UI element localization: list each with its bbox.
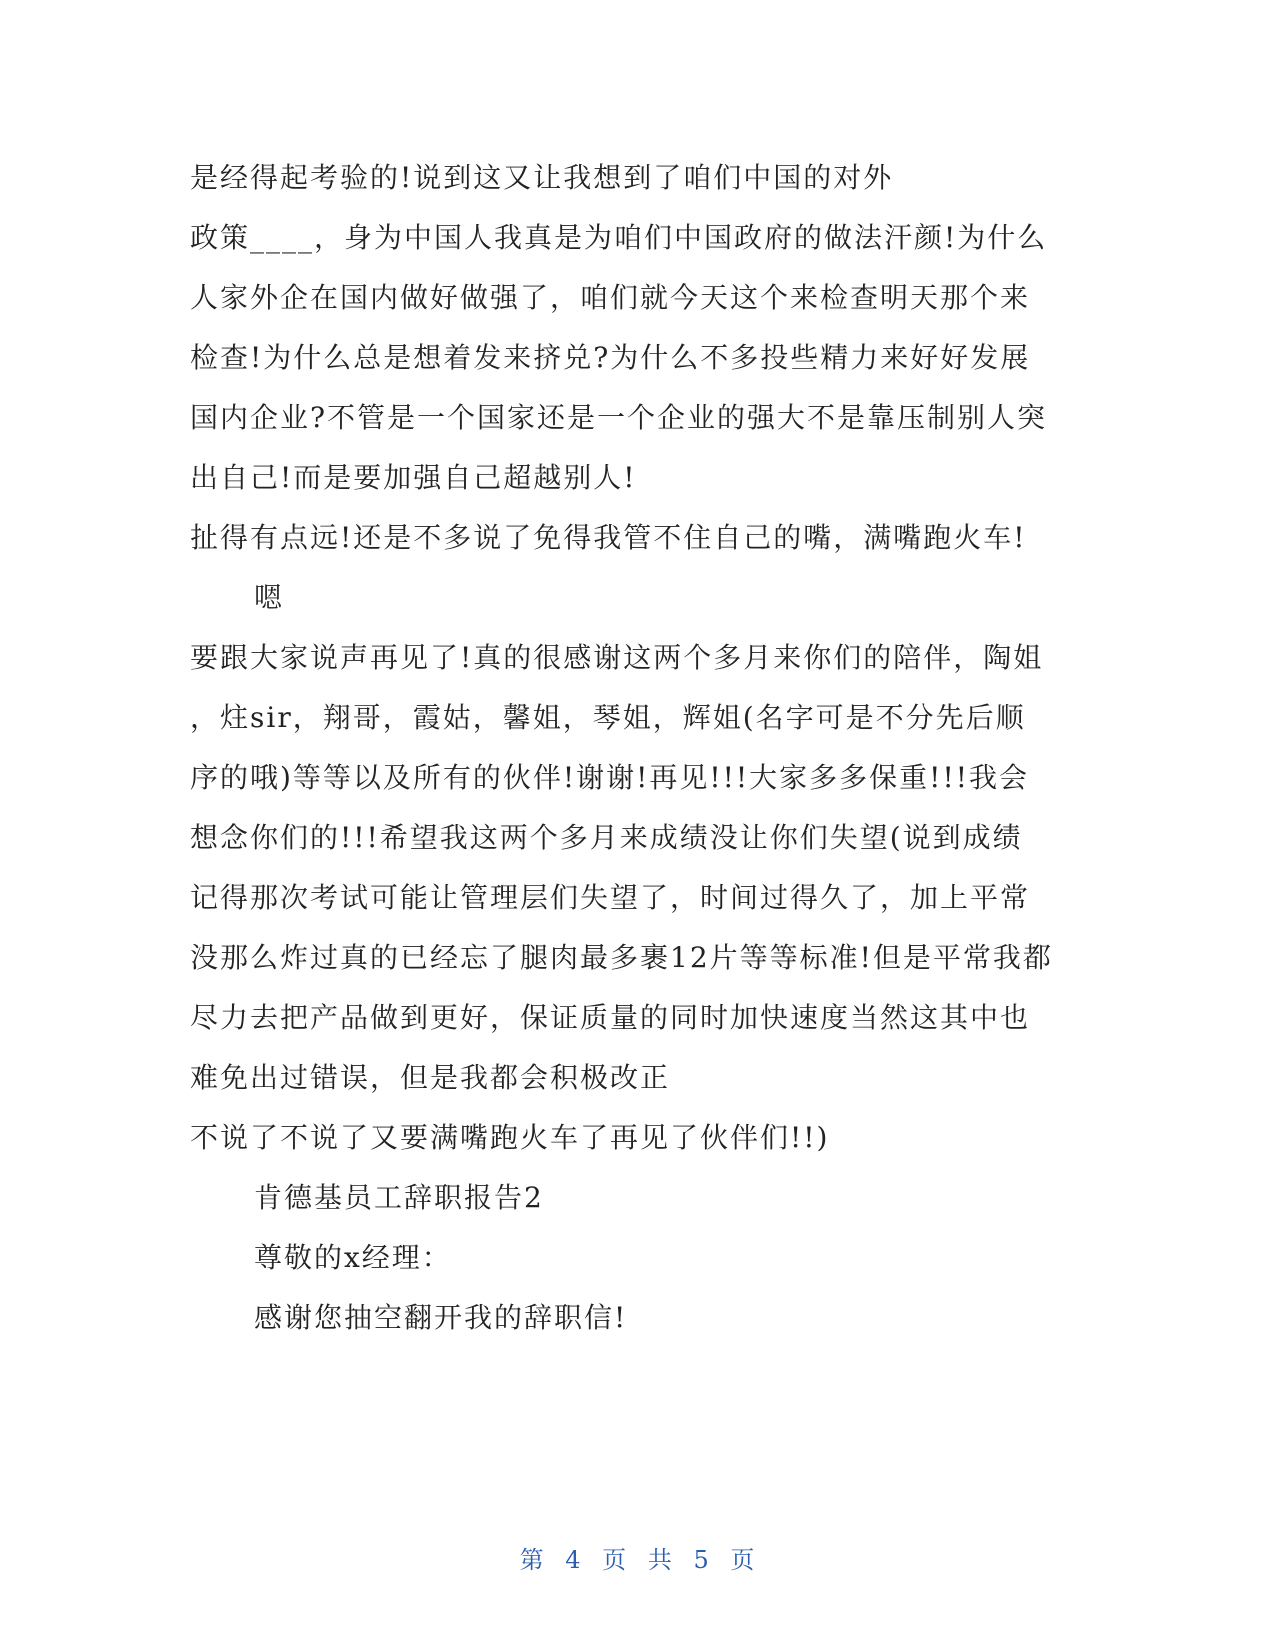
section-title: 肯德基员工辞职报告2: [254, 1181, 544, 1214]
paragraph-line: 序的哦)等等以及所有的伙伴!谢谢!再见!!!大家多多保重!!!我会: [190, 761, 1029, 794]
paragraph-line: 出自己!而是要加强自己超越别人!: [190, 461, 637, 494]
paragraph-line: 人家外企在国内做好做强了，咱们就今天这个来检查明天那个来: [190, 281, 1031, 314]
paragraph-line: 想念你们的!!!希望我这两个多月来成绩没让你们失望(说到成绩: [190, 821, 1023, 854]
paragraph-line: 扯得有点远!还是不多说了免得我管不住自己的嘴，满嘴跑火车!: [190, 521, 1027, 554]
paragraph-line: 要跟大家说声再见了!真的很感谢这两个多月来你们的陪伴，陶姐: [190, 641, 1044, 674]
paragraph-line: 尽力去把产品做到更好，保证质量的同时加快速度当然这其中也: [190, 1001, 1031, 1034]
paragraph-line: 记得那次考试可能让管理层们失望了，时间过得久了，加上平常: [190, 881, 1031, 914]
paragraph-line: ，炷sir，翔哥，霞姑，馨姐，琴姐，辉姐(名字可是不分先后顺: [190, 701, 1026, 734]
footer-total-word: 共: [647, 1546, 673, 1574]
total-pages-number: 5: [693, 1546, 710, 1574]
paragraph-line: 不说了不说了又要满嘴跑火车了再见了伙伴们!!): [190, 1121, 830, 1154]
paragraph-line: 嗯: [254, 581, 285, 614]
page-number-footer: [0, 1540, 1275, 1575]
document-body: [190, 148, 1090, 1348]
footer-prefix: 第: [519, 1546, 545, 1574]
current-page-number: 4: [565, 1546, 582, 1574]
footer-page-word: 页: [602, 1546, 628, 1574]
paragraph-line: 感谢您抽空翻开我的辞职信!: [254, 1301, 628, 1334]
paragraph-line: 没那么炸过真的已经忘了腿肉最多裹12片等等标准!但是平常我都: [190, 941, 1053, 974]
paragraph-line: 检查!为什么总是想着发来挤兑?为什么不多投些精力来好好发展: [190, 341, 1031, 374]
paragraph-line: 政策____，身为中国人我真是为咱们中国政府的做法汗颜!为什么: [190, 221, 1048, 254]
paragraph-line: 难免出过错误，但是我都会积极改正: [190, 1061, 671, 1094]
paragraph-line: 是经得起考验的!说到这又让我想到了咱们中国的对外: [190, 161, 894, 194]
footer-suffix: 页: [730, 1546, 756, 1574]
paragraph-line: 国内企业?不管是一个国家还是一个企业的强大不是靠压制别人突: [190, 401, 1048, 434]
salutation: 尊敬的x经理：: [254, 1241, 452, 1274]
